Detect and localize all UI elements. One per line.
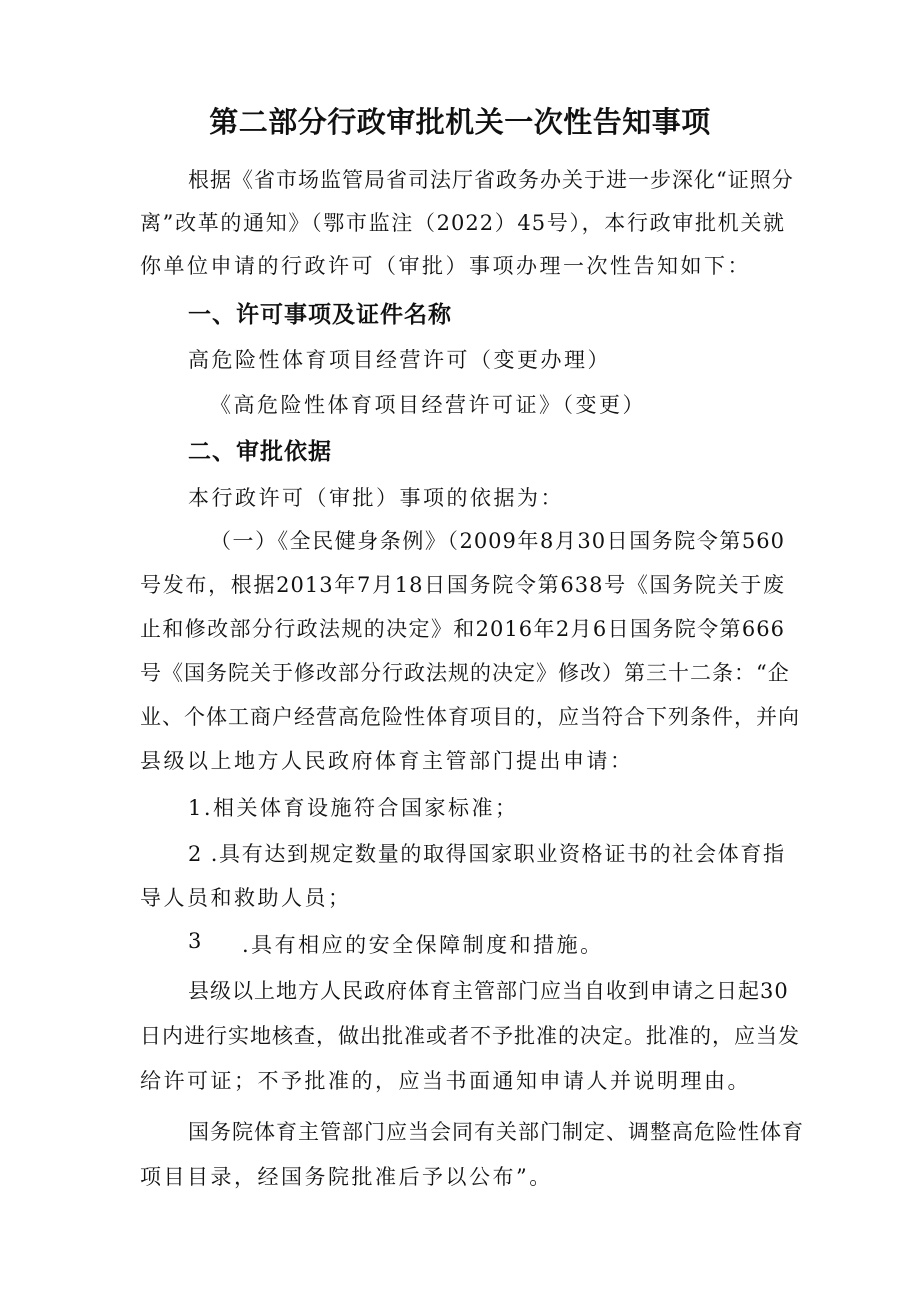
review-line-2: 日内进行实地核查，做出批准或者不予批准的决定。批准的，应当发	[140, 1024, 800, 1048]
intro-line-1: 根据《省市场监管局省司法厅省政务办关于进一步深化“证照分	[188, 168, 794, 192]
permit-item-name: 高危险性体育项目经营许可（变更办理）	[188, 348, 611, 372]
basis-line-3: 止和修改部分行政法规的决定》和2016年2月6日国务院令第666	[140, 617, 785, 641]
condition-2-line-2: 导人员和救助人员；	[140, 886, 352, 910]
catalog-line-2: 项目目录，经国务院批准后予以公布”。	[140, 1165, 553, 1189]
catalog-line-1: 国务院体育主管部门应当会同有关部门制定、调整高危险性体育	[188, 1120, 804, 1144]
condition-1: 1.相关体育设施符合国家标准；	[188, 796, 519, 820]
certificate-name: 《高危险性体育项目经营许可证》（变更）	[210, 393, 646, 417]
condition-3-number: 3	[188, 929, 204, 953]
document-title: 第二部分行政审批机关一次性告知事项	[209, 105, 711, 139]
basis-line-6: 县级以上地方人民政府体育主管部门提出申请：	[140, 749, 634, 773]
basis-line-1: （一）《全民健身条例》（2009年8月30日国务院令第560	[210, 529, 785, 553]
intro-line-2: 离”改革的通知》（鄂市监注（2022）45号），本行政审批机关就	[140, 211, 785, 235]
basis-lead: 本行政许可（审批）事项的依据为：	[188, 486, 564, 510]
intro-line-3: 你单位申请的行政许可（审批）事项办理一次性告知如下：	[140, 254, 751, 278]
section-1-heading: 一、许可事项及证件名称	[188, 302, 452, 328]
basis-line-5: 业、个体工商户经营高危险性体育项目的，应当符合下列条件，并向	[140, 705, 800, 729]
basis-line-2: 号发布，根据2013年7月18日国务院令第638号《国务院关于废	[140, 573, 785, 597]
review-line-1: 县级以上地方人民政府体育主管部门应当自收到申请之日起30	[188, 979, 789, 1003]
condition-3-text: .具有相应的安全保障制度和措施。	[242, 933, 604, 957]
review-line-3: 给许可证；不予批准的，应当书面通知申请人并说明理由。	[140, 1069, 751, 1093]
section-2-heading: 二、审批依据	[188, 439, 332, 465]
basis-line-4: 号《国务院关于修改部分行政法规的决定》修改）第三十二条：“企	[140, 661, 790, 685]
condition-2-line-1: 2 .具有达到规定数量的取得国家职业资格证书的社会体育指	[188, 842, 785, 866]
